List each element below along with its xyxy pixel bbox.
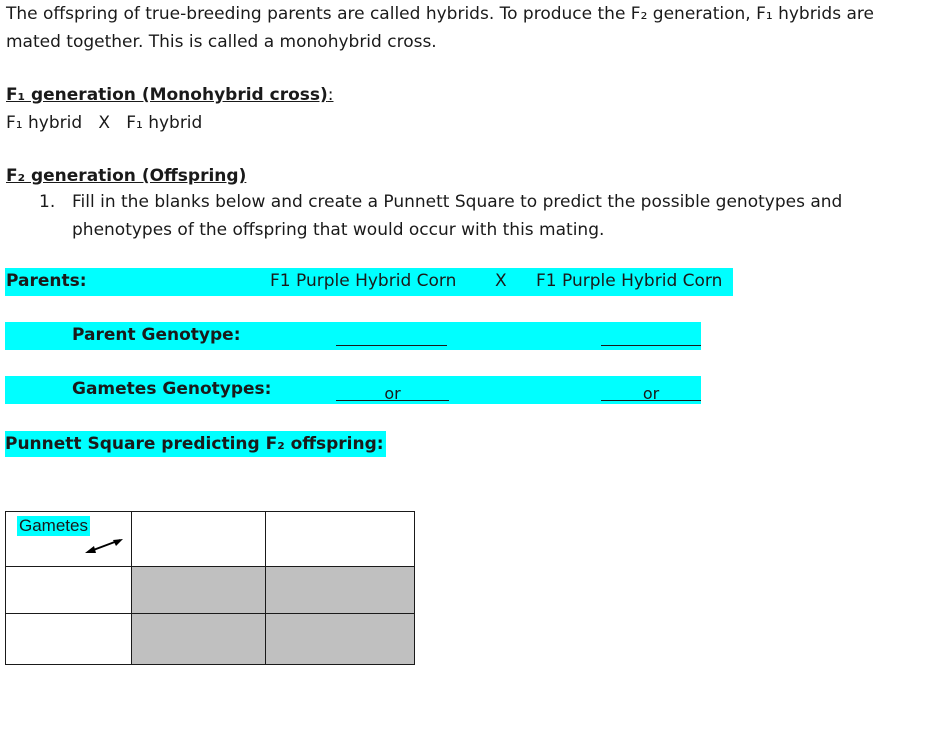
f1-heading-row [6, 81, 334, 109]
f1-cross: F₁ hybrid X F₁ hybrid [6, 113, 203, 133]
f1-heading-colon: : [327, 85, 334, 105]
offspring-cell-2[interactable] [266, 567, 415, 614]
punnett-square [5, 511, 415, 665]
or-text-1: or [384, 384, 401, 403]
parent-genotype-blank-1[interactable] [336, 327, 447, 346]
instruction-line-2: phenotypes of the offspring that would occur with this mating. [72, 220, 605, 240]
offspring-cell-1[interactable] [132, 567, 266, 614]
side-gamete-cell-2[interactable] [6, 614, 132, 665]
double-arrow-icon [83, 536, 125, 556]
top-gamete-cell-2[interactable] [266, 512, 415, 567]
instruction-line-1: Fill in the blanks below and create a Punnett Square to predict the possible genotypes and [72, 192, 843, 212]
offspring-cell-4[interactable] [266, 614, 415, 665]
intro-line-1: The offspring of true-breeding parents are called hybrids. To produce the F₂ generation, F₁ hybrids are [6, 4, 874, 24]
gametes-genotypes-row [5, 376, 701, 404]
parents-label: Parents: [6, 271, 87, 291]
or-text-2: or [642, 384, 660, 403]
gamete-blank-1[interactable] [336, 382, 449, 401]
parents-row [5, 268, 733, 296]
cross-symbol: X [495, 271, 507, 291]
parent-2: F1 Purple Hybrid Corn [536, 271, 723, 291]
offspring-cell-3[interactable] [132, 614, 266, 665]
gametes-label: Gametes [19, 516, 88, 535]
f1-heading: F₁ generation (Monohybrid cross) [6, 85, 328, 105]
parent-1: F1 Purple Hybrid Corn [270, 271, 457, 291]
gametes-corner-cell [6, 512, 132, 567]
gametes-genotypes-label: Gametes Genotypes: [72, 379, 272, 399]
top-gamete-cell-1[interactable] [132, 512, 266, 567]
list-item-number: 1. [39, 192, 56, 212]
parent-genotype-row [5, 322, 701, 350]
punnett-heading: Punnett Square predicting F₂ offspring: [5, 431, 386, 457]
parent-genotype-label: Parent Genotype: [72, 325, 241, 345]
gamete-blank-2[interactable] [601, 382, 701, 401]
intro-line-2: mated together. This is called a monohybrid cross. [6, 32, 437, 52]
parent-genotype-blank-2[interactable] [601, 327, 701, 346]
f2-heading: F₂ generation (Offspring) [6, 166, 247, 186]
side-gamete-cell-1[interactable] [6, 567, 132, 614]
